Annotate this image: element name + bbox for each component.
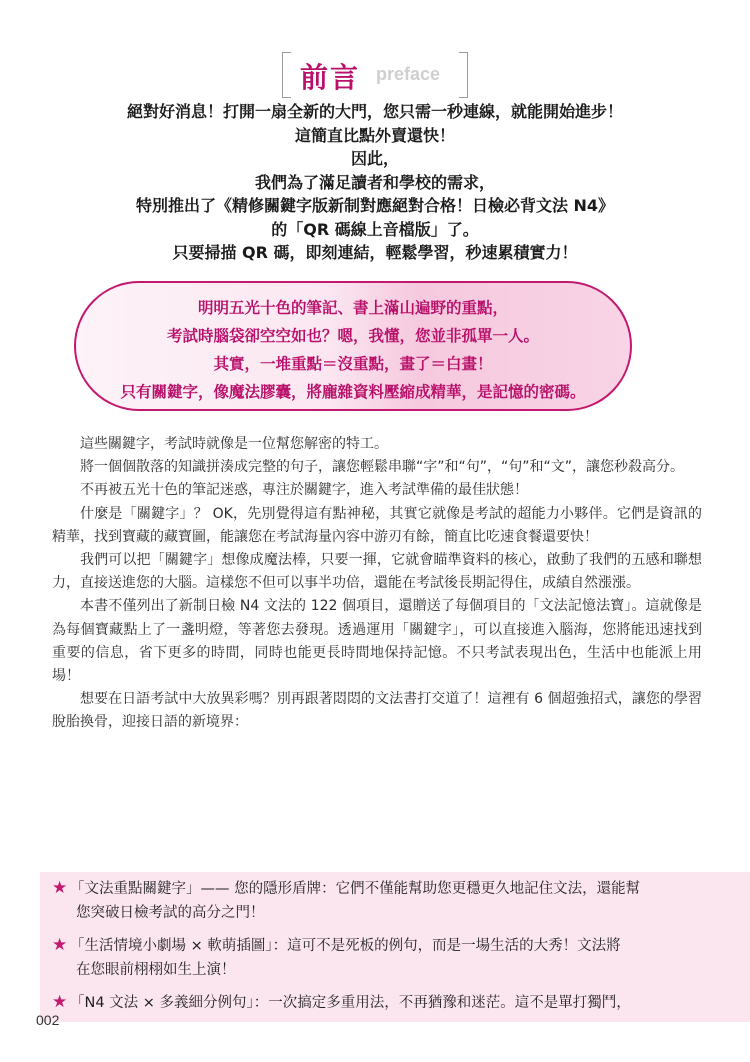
body-text: [52, 433, 702, 735]
star-icon: ★: [52, 935, 68, 955]
feature-item: [52, 876, 702, 925]
intro-line: 因此，: [350, 149, 399, 168]
page-number: 002: [36, 1012, 60, 1028]
intro-line: 特別推出了《精修關鍵字版新制對應絕對合格！日檢必背文法 N4》: [135, 196, 615, 215]
feature-text: 「文法重點關鍵字」—— 您的隱形盾牌：它們不僅能幫助您更穩更久地記住文法，還能幫: [70, 881, 641, 897]
feature-text: 「N4 文法 × 多義細分例句」：一次搞定多重用法，不再猶豫和迷茫。這不是單打獨鬥，: [70, 995, 631, 1011]
intro-line: 的「QR 碼線上音檔版」了。: [271, 219, 479, 239]
title-right-bracket: [459, 52, 468, 98]
feature-text: 「生活情境小劇場 × 軟萌插圖」：這可不是死板的例句，而是一場生活的大秀！文法將: [70, 938, 621, 954]
paragraph: 想要在日語考試中大放異彩嗎？別再跟著悶悶的文法書打交道了！這裡有 6 個超強招式，讓您的學習脫胎換骨，迎接日語的新境界：: [52, 691, 702, 731]
page-subtitle: preface: [376, 64, 441, 84]
capsule-line: 只有關鍵字，像魔法膠囊，將龐雜資料壓縮成精華，是記憶的密碼。: [120, 383, 586, 401]
paragraph: 不再被五光十色的筆記迷惑，專注於關鍵字，進入考試準備的最佳狀態！: [80, 482, 528, 499]
capsule-line: 考試時腦袋卻空空如也？嗯，我懂，您並非孤單一人。: [166, 327, 539, 345]
intro-line: 只要掃描 QR 碼，即刻連結，輕鬆學習，秒速累積實力！: [172, 243, 578, 262]
feature-item: [52, 990, 702, 1015]
feature-text-continued: 您突破日檢考試的高分之門！: [76, 905, 265, 921]
capsule-line: 其實，一堆重點＝沒重點，畫了＝白畫！: [213, 355, 493, 373]
paragraph: 這些關鍵字，考試時就像是一位幫您解密的特工。: [80, 436, 388, 452]
intro-line: 這簡直比點外賣還快！: [294, 125, 455, 145]
intro-line: 絕對好消息！打開一扇全新的大門，您只需一秒連線，就能開始進步！: [126, 102, 623, 121]
paragraph: 將一個個散落的知識拼湊成完整的句子，讓您輕鬆串聯“字”和“句”，“句”和“文”，讓您秒殺高分。: [80, 459, 685, 476]
highlight-capsule: [74, 281, 632, 411]
paragraph: 什麼是「關鍵字」？ OK，先別覺得這有點神秘，其實它就像是考試的超能力小夥伴。它們是資訊的精華，找到寶藏的藏寶圖，能讓您在考試海量內容中游刃有餘，簡直比吃速食餐還要快！: [52, 505, 702, 545]
paragraph: 我們可以把「關鍵字」想像成魔法棒，只要一揮，它就會瞄準資料的核心，啟動了我們的五感和聯想力，直接送進您的大腦。這樣您不但可以事半功倍，還能在考試後長期記得住，成績自然漲漲。: [52, 552, 702, 592]
star-icon: ★: [52, 878, 68, 898]
feature-item: [52, 933, 702, 982]
paragraph: 本書不僅列出了新制日檢 N4 文法的 122 個項目，還贈送了每個項目的「文法記憶法寶」。這就像是為每個寶藏點上了一盞明燈，等著您去發現。透過運用「關鍵字」，可以直接進入腦海，您將能迅速找到重要的信息，省下更多的時間，同時也能更長時間地保持記憶。不只考試表現出色，生活中也能派上用場！: [52, 598, 702, 685]
intro-line: 我們為了滿足讀者和學校的需求，: [254, 172, 495, 192]
page-title: 前言: [300, 61, 361, 94]
capsule-line: 明明五光十色的筆記、書上滿山遍野的重點，: [197, 299, 508, 317]
page-title-block: [282, 52, 468, 96]
intro-block: [60, 100, 690, 265]
feature-text-continued: 在您眼前栩栩如生上演！: [76, 962, 236, 978]
star-icon: ★: [52, 992, 68, 1012]
title-left-bracket: [282, 52, 291, 98]
